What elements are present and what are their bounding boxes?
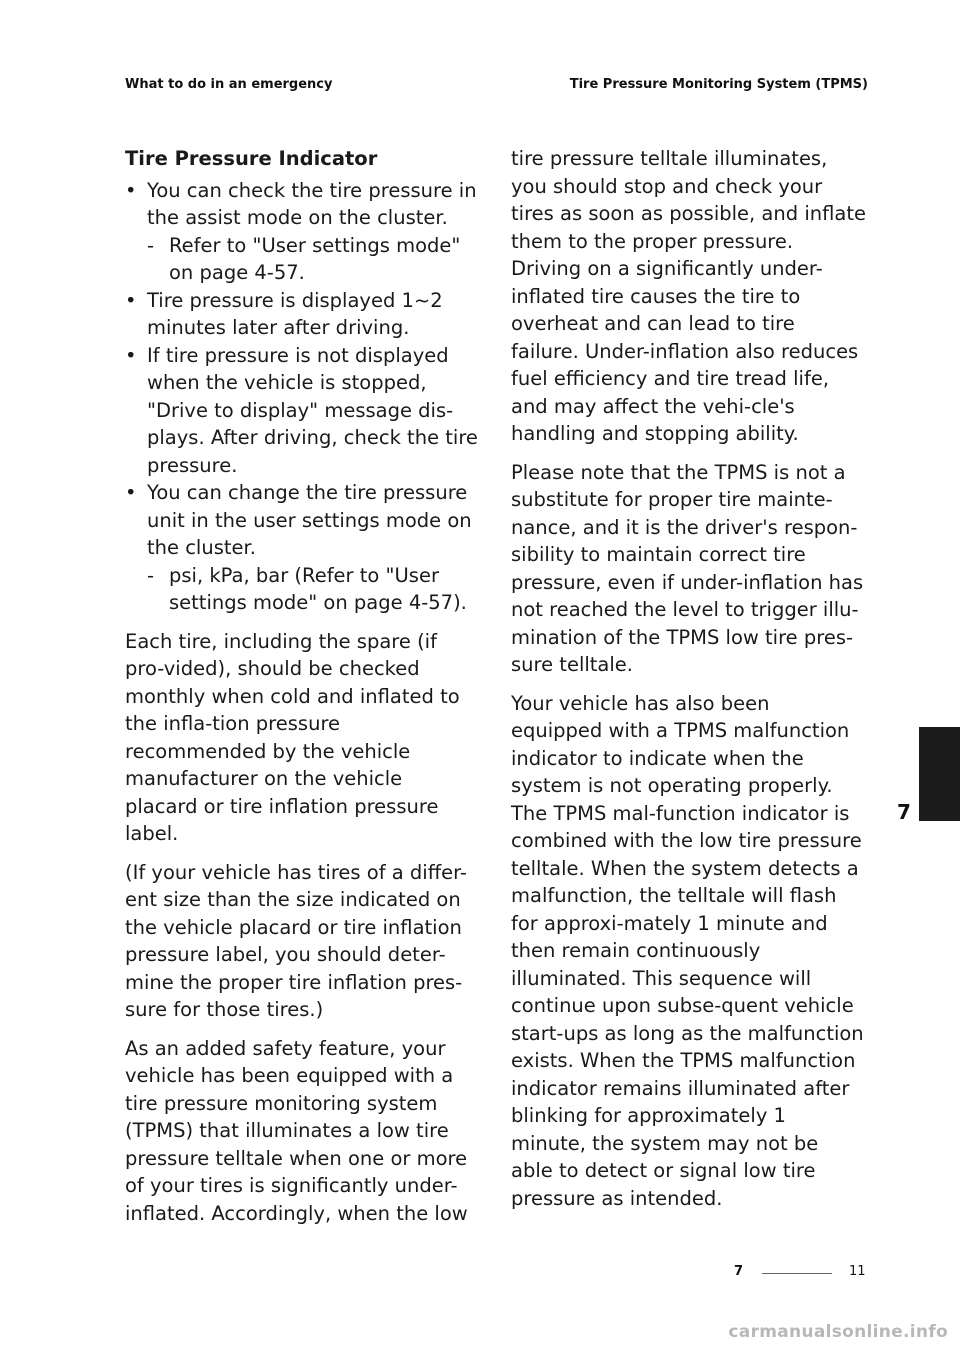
watermark: carmanualsonline.info: [728, 1322, 948, 1342]
list-item: • Tire pressure is displayed 1~2 minutes later after driving.: [125, 287, 480, 342]
paragraph: (If your vehicle has tires of a differ-ent size than the size indicated on the vehicle placard or tire inflation pressure label, you should deter-mine the proper tire inflation pres-sure for those tires.): [125, 860, 467, 1021]
right-column: [511, 145, 866, 1223]
sub-list-item: - Refer to "User settings mode" on page 4-57.: [125, 232, 480, 287]
paragraph: tire pressure telltale illuminates, you should stop and check your tires as soon as possible, and inflate them to the proper pressure. Driving on a significantly under-inflated tire causes the tire to overheat and can lead to tire failure. Under-inflation also reduces fuel efficiency and tire tread life, and may affect the vehi-cle's handling and stopping ability.: [511, 147, 866, 445]
list-item: • If tire pressure is not displayed when the vehicle is stopped, "Drive to display" message dis-plays. After driving, check the tire pressure.: [125, 342, 480, 480]
paragraph: Your vehicle has also been equipped with a TPMS malfunction indicator to indicate when the system is not operating properly. The TPMS mal-function indicator is combined with the low tire pressure telltale. When the system detects a malfunction, the telltale will flash for approxi-mately 1 minute and then remain continuously illuminated. This sequence will continue upon subse-quent vehicle start-ups as long as the malfunction exists. When the TPMS malfunction indicator remains illuminated after blinking for approximately 1 minute, the system may not be able to detect or signal low tire pressure as intended.: [511, 691, 864, 1210]
paragraph: As an added safety feature, your vehicle has been equipped with a tire pressure monitoring system (TPMS) that illuminates a low tire pressure telltale when one or more of your tires is significantly under-inflated. Accordingly, when the low: [125, 1036, 468, 1225]
list-item: • You can change the tire pressure unit in the user settings mode on the cluster.: [125, 479, 480, 562]
footer-chapter: 7: [734, 1264, 744, 1279]
chapter-tab-number: 7: [897, 800, 911, 824]
chapter-tab: [919, 727, 960, 821]
footer-divider: [762, 1273, 832, 1274]
indicator-list: [125, 177, 480, 617]
left-column: [125, 145, 480, 1238]
running-header-right: Tire Pressure Monitoring System (TPMS): [569, 77, 868, 92]
running-header-left: What to do in an emergency: [125, 77, 333, 92]
list-item: • You can check the tire pressure in the assist mode on the cluster.: [125, 177, 480, 232]
paragraph: Each tire, including the spare (if pro-vided), should be checked monthly when cold and inflated to the infla-tion pressure recommended by the vehicle manufacturer on the vehicle placard or tire inflation pressure label.: [125, 629, 460, 845]
footer-page-number: 11: [849, 1264, 866, 1279]
paragraph: Please note that the TPMS is not a substitute for proper tire mainte-nance, and it is the driver's respon-sibility to maintain correct tire pressure, even if under-inflation has not reached the level to trigger illu-mination of the TPMS low tire pres-sure telltale.: [511, 460, 864, 676]
section-title: Tire Pressure Indicator: [125, 147, 378, 170]
sub-list-item: - psi, kPa, bar (Refer to "User settings mode" on page 4-57).: [125, 562, 480, 617]
